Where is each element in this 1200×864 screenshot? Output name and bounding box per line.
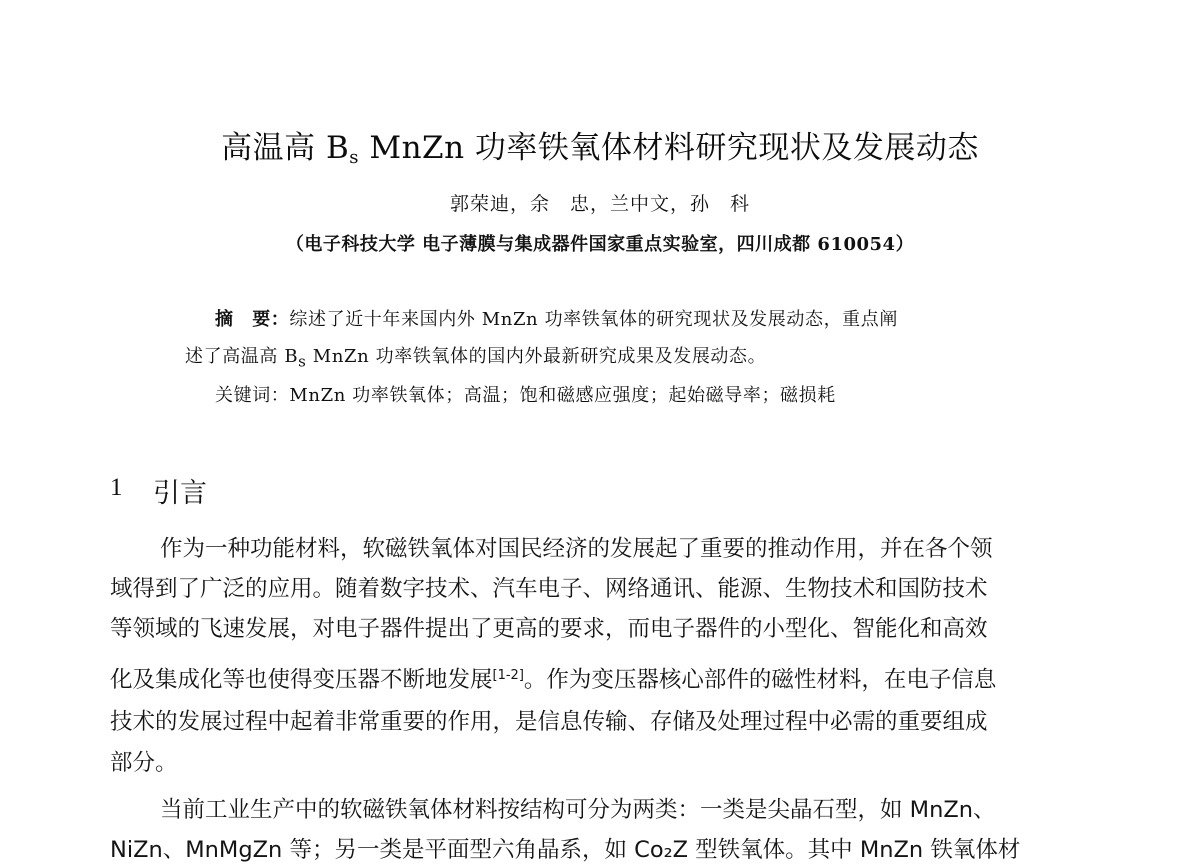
abstract-line-1 xyxy=(215,305,898,331)
section-title: 引言 xyxy=(153,478,207,509)
keywords-line xyxy=(215,381,836,407)
body-line-5: 技术的发展过程中起着非常重要的作用，是信息传输、存储及处理过程中必需的重要组成 xyxy=(110,709,988,735)
body-line-6: 部分。 xyxy=(110,750,178,776)
title-post: MnZn 功率铁氧体材料研究现状及发展动态 xyxy=(358,130,979,166)
keywords-label: 关键词： xyxy=(215,385,290,406)
body-line-8: NiZn、MnMgZn 等；另一类是平面型六角晶系，如 Co₂Z 型铁氧体。其中 MnZn 铁氧体材 xyxy=(110,837,1021,863)
abstract-text-2-post: MnZn 功率铁氧体的国内外最新研究成果及发展动态。 xyxy=(306,346,767,367)
affiliation: （电子科技大学 电子薄膜与集成器件国家重点实验室，四川成都 610054） xyxy=(285,234,915,255)
body-line-7: 当前工业生产中的软磁铁氧体材料按结构可分为两类：一类是尖晶石型，如 MnZn、 xyxy=(160,797,996,823)
body-line-4-text: 化及集成化等也使得变压器不断地发展 xyxy=(110,667,493,693)
paper-title xyxy=(0,122,1200,168)
section-number: 1 xyxy=(110,474,123,501)
abstract-line-2 xyxy=(185,342,766,371)
abstract-label: 摘 要： xyxy=(215,309,290,330)
title-subscript: s xyxy=(349,147,359,168)
body-line-4-post: 。作为变压器核心部件的磁性材料，在电子信息 xyxy=(523,667,997,693)
citation: [1-2] xyxy=(492,668,524,683)
title-pre: 高温高 B xyxy=(221,130,350,166)
authors: 郭荣迪，余 忠，兰中文，孙 科 xyxy=(449,193,750,215)
body-line-1: 作为一种功能材料，软磁铁氧体对国民经济的发展起了重要的推动作用，并在各个领 xyxy=(160,536,993,562)
abstract-text-1: 综述了近十年来国内外 MnZn 功率铁氧体的研究现状及发展动态，重点阐 xyxy=(289,309,898,330)
body-line-2: 域得到了广泛的应用。随着数字技术、汽车电子、网络通讯、能源、生物技术和国防技术 xyxy=(110,576,988,602)
body-line-4 xyxy=(110,662,996,694)
keywords-text: MnZn 功率铁氧体；高温；饱和磁感应强度；起始磁导率；磁损耗 xyxy=(289,385,836,406)
abstract-text-2-pre: 述了高温高 B xyxy=(185,346,299,367)
abstract-subscript: s xyxy=(298,352,307,371)
body-line-3: 等领域的飞速发展，对电子器件提出了更高的要求，而电子器件的小型化、智能化和高效 xyxy=(110,616,988,642)
